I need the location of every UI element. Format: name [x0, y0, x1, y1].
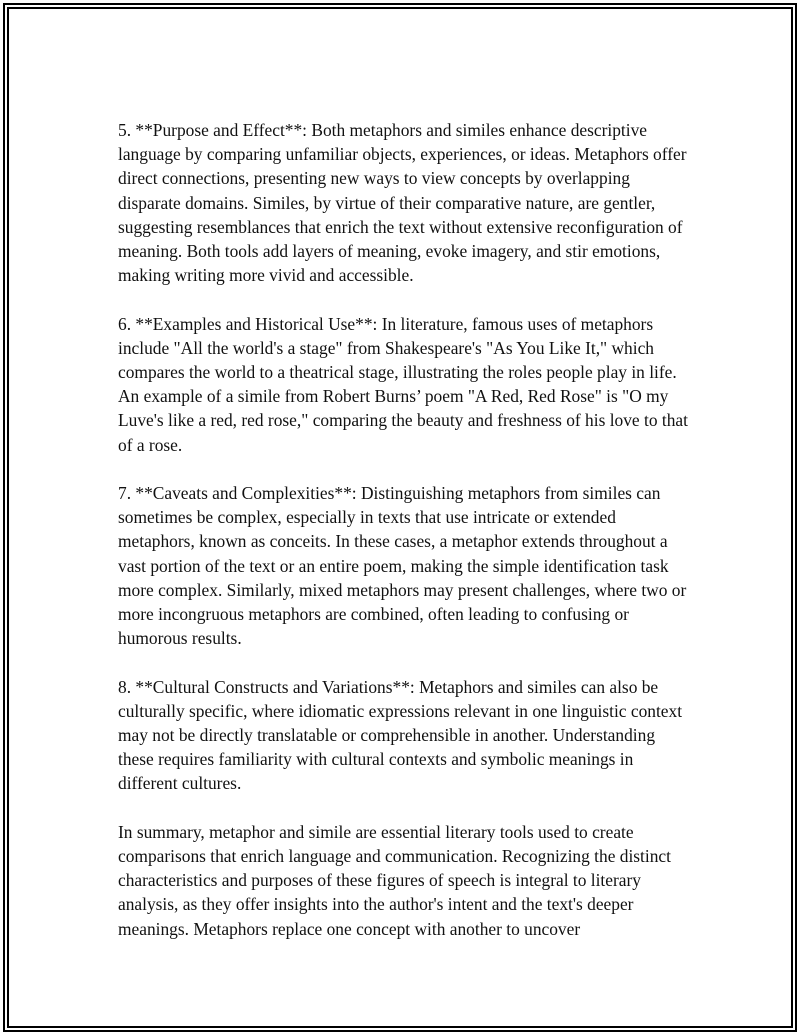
- paragraph-caveats-and-complexities: 7. **Caveats and Complexities**: Distinguishing metaphors from similes can sometimes be complex, especially in texts that use intricate or extended metaphors, known as conceits. In these cases, a metaphor extends throughout a vast portion of the text or an entire poem, making the simple identification task more complex. Similarly, mixed metaphors may present challenges, where two or more incongruous metaphors are combined, often leading to confusing or humorous results.: [118, 483, 687, 649]
- paragraph-summary: In summary, metaphor and simile are essential literary tools used to create comparisons that enrich language and communication. Recognizing the distinct characteristics and purposes of these figures of speech is integral to literary analysis, as they offer insights into the author's intent and the text's deeper meanings. Metaphors replace one concept with another to uncover: [118, 821, 671, 939]
- paragraph-purpose-and-effect: 5. **Purpose and Effect**: Both metaphors and similes enhance descriptive language by comparing unfamiliar objects, experiences, or ideas. Metaphors offer direct connections, presenting new ways to view concepts by overlapping disparate domains. Similes, by virtue of their comparative nature, are gentler, suggesting resemblances that enrich the text without extensive reconfiguration of meaning. Both tools add layers of meaning, evoke imagery, and stir emotions, making writing more vivid and accessible.: [118, 120, 687, 286]
- document-body: [118, 118, 690, 965]
- paragraph-examples-and-historical-use: 6. **Examples and Historical Use**: In literature, famous uses of metaphors include "All the world's a stage" from Shakespeare's "As You Like It," which compares the world to a theatrical stage, illustrating the roles people play in life. An example of a simile from Robert Burns’ poem "A Red, Red Rose" is "O my Luve's like a red, red rose," comparing the beauty and freshness of his love to that of a rose.: [118, 313, 688, 455]
- paragraph-cultural-constructs: 8. **Cultural Constructs and Variations**: Metaphors and similes can also be culturally specific, where idiomatic expressions relevant in one linguistic context may not be directly translatable or comprehensible in another. Understanding these requires familiarity with cultural contexts and symbolic meanings in different cultures.: [118, 676, 683, 794]
